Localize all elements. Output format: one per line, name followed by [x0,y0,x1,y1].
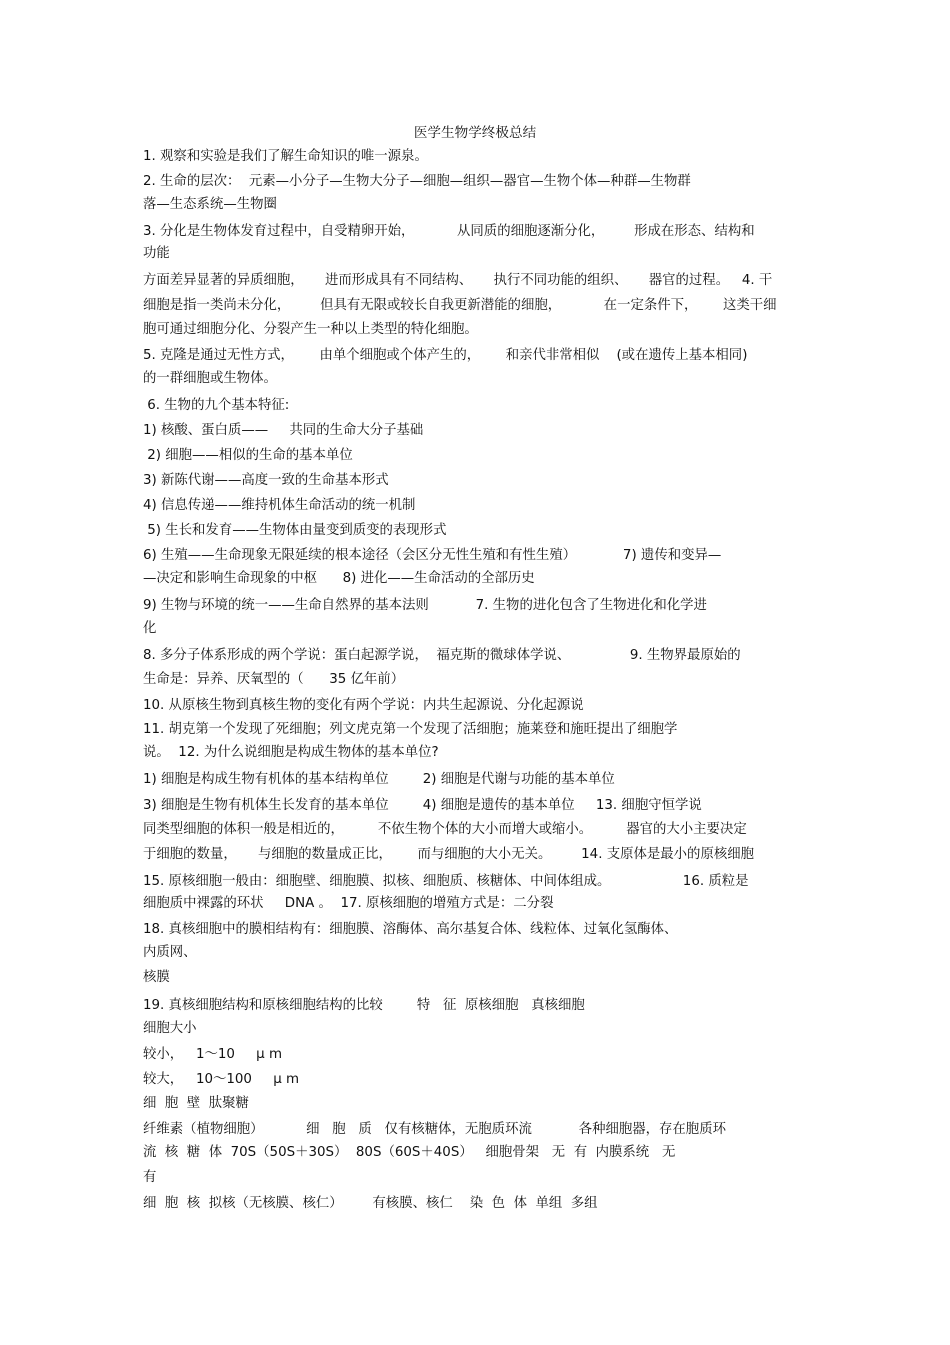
text-line: 同类型细胞的体积一般是相近的， 不依生物个体的大小而增大或缩小。 器官的大小主要决定 [143,822,747,837]
text-line: 19. 真核细胞结构和原核细胞结构的比较 特 征 原核细胞 真核细胞 [143,998,585,1013]
page-title: 医学生物学终极总结 [413,125,537,141]
text-line: 纤维素（植物细胞） 细 胞 质 仅有核糖体，无胞质环流 各种细胞器，存在胞质环 [143,1122,726,1137]
text-line: 说。 12. 为什么说细胞是构成生物体的基本单位? [143,745,439,760]
text-line: 3) 细胞是生物有机体生长发育的基本单位 4) 细胞是遗传的基本单位 13. 细胞守恒学说 [143,798,702,813]
text-line: 生命是：异养、厌氧型的（ 35 亿年前） [143,672,405,687]
text-line: 5. 克隆是通过无性方式， 由单个细胞或个体产生的， 和亲代非常相似 (或在遗传上基本相同) [143,348,748,363]
text-line: 8. 多分子体系形成的两个学说：蛋白起源学说， 福克斯的微球体学说、 9. 生物界最原始的 [143,648,741,663]
text-line: 流 核 糖 体 70S（50S＋30S） 80S（60S＋40S） 细胞骨架 无 有 内膜系统 无 [143,1145,676,1160]
text-line: 落—生态系统—生物圈 [143,197,277,212]
text-line: 11. 胡克第一个发现了死细胞；列文虎克第一个发现了活细胞；施莱登和施旺提出了细胞学 [143,722,678,737]
text-line: 3. 分化是生物体发育过程中，自受精卵开始， 从同质的细胞逐渐分化， 形成在形态、结构和 [143,224,755,239]
text-line: 1) 细胞是构成生物有机体的基本结构单位 2) 细胞是代谢与功能的基本单位 [143,772,615,787]
text-line: 核膜 [143,970,170,985]
text-line: 6) 生殖——生命现象无限延续的根本途径（会区分无性生殖和有性生殖） 7) 遗传和变异— [143,548,722,563]
text-line: 化 [143,621,157,636]
text-line: 胞可通过细胞分化、分裂产生一种以上类型的特化细胞。 [143,322,478,337]
text-line: 3) 新陈代谢——高度一致的生命基本形式 [143,473,389,488]
text-line: 15. 原核细胞一般由：细胞壁、细胞膜、拟核、细胞质、核糖体、中间体组成。 16. 质粒是 [143,874,749,889]
text-line: 较小， 1～10 μ m [143,1047,282,1062]
text-line: 18. 真核细胞中的膜相结构有：细胞膜、溶酶体、高尔基复合体、线粒体、过氧化氢酶体、 [143,922,678,937]
text-line: 1) 核酸、蛋白质—— 共同的生命大分子基础 [143,423,424,438]
text-line: 的一群细胞或生物体。 [143,371,277,386]
text-line: 10. 从原核生物到真核生物的变化有两个学说：内共生起源说、分化起源说 [143,698,584,713]
text-line: 方面差异显著的异质细胞， 进而形成具有不同结构、 执行不同功能的组织、 器官的过程。 4. 干 [143,273,773,288]
text-line: 4) 信息传递——维持机体生命活动的统一机制 [143,498,416,513]
text-line: 6. 生物的九个基本特征: [143,398,290,413]
text-line: 有 [143,1170,157,1185]
text-line: 细 胞 核 拟核（无核膜、核仁） 有核膜、核仁 染 色 体 单组 多组 [143,1196,598,1211]
text-line: 2. 生命的层次： 元素—小分子—生物大分子—细胞—组织—器官—生物个体—种群—生物群 [143,174,691,189]
text-line: 内质网、 [143,945,197,960]
text-line: 细 胞 壁 肽聚糖 [143,1096,249,1111]
text-line: 2) 细胞——相似的生命的基本单位 [143,448,353,463]
text-line: 功能 [143,246,170,261]
text-line: 1. 观察和实验是我们了解生命知识的唯一源泉。 [143,149,428,164]
text-line: 较大， 10～100 μ m [143,1072,300,1087]
text-line: 细胞是指一类尚未分化， 但具有无限或较长自我更新潜能的细胞， 在一定条件下， 这类干细 [143,298,777,313]
text-line: 细胞大小 [143,1021,197,1036]
text-line: —决定和影响生命现象的中枢 8) 进化——生命活动的全部历史 [143,571,535,586]
text-line: 9) 生物与环境的统一——生命自然界的基本法则 7. 生物的进化包含了生物进化和化学进 [143,598,707,613]
text-line: 细胞质中裸露的环状 DNA 。 17. 原核细胞的增殖方式是：二分裂 [143,896,554,911]
text-line: 于细胞的数量， 与细胞的数量成正比， 而与细胞的大小无关。 14. 支原体是最小的原核细胞 [143,847,755,862]
text-line: 5) 生长和发育——生物体由量变到质变的表现形式 [143,523,447,538]
